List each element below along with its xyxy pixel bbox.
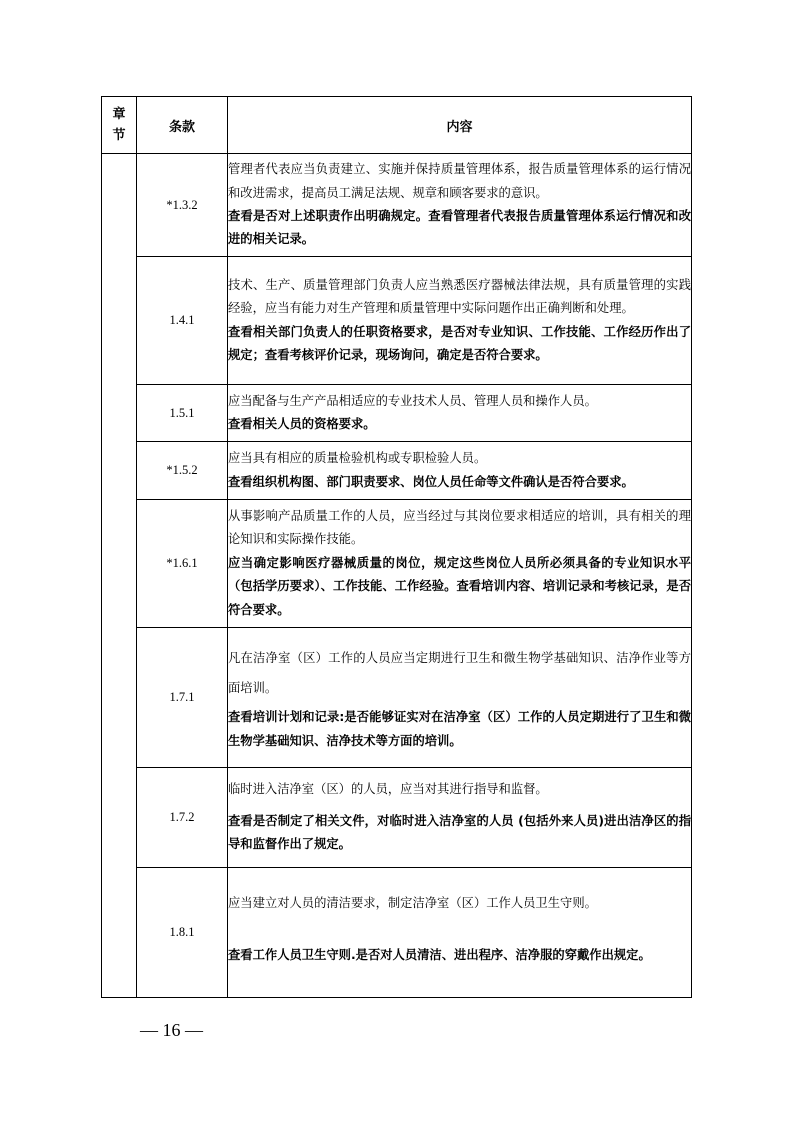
inspection-table bbox=[101, 96, 692, 998]
page-number: — 16 — bbox=[140, 1020, 203, 1040]
header-chapter-bottom: 节 bbox=[112, 128, 126, 143]
requirement-text: 应当配备与生产产品相适应的专业技术人员、管理人员和操作人员。 bbox=[228, 393, 597, 408]
check-text: 查看工作人员卫生守则.是否对人员清洁、进出程序、洁净服的穿戴作出规定。 bbox=[228, 948, 651, 963]
clause-cell: 1.4.1 bbox=[137, 257, 228, 385]
requirement-text: 临时进入洁净室（区）的人员，应当对其进行指导和监督。 bbox=[228, 782, 548, 797]
content-cell bbox=[228, 500, 692, 628]
content-cell bbox=[228, 442, 692, 500]
clause-cell: 1.8.1 bbox=[137, 868, 228, 998]
header-row bbox=[102, 97, 692, 154]
clause-cell: *1.3.2 bbox=[137, 154, 228, 257]
table-row bbox=[102, 442, 692, 500]
clause-cell: 1.5.1 bbox=[137, 385, 228, 442]
content-cell bbox=[228, 868, 692, 998]
clause-cell: *1.5.2 bbox=[137, 442, 228, 500]
header-content: 内容 bbox=[228, 97, 692, 154]
content-cell bbox=[228, 628, 692, 768]
check-text: 查看培训计划和记录:是否能够证实对在洁净室（区）工作的人员定期进行了卫生和微生物学基础知识、洁净技术等方面的培训。 bbox=[228, 709, 691, 748]
check-text: 应当确定影响医疗器械质量的岗位，规定这些岗位人员所必须具备的专业知识水平（包括学历要求）、工作技能、工作经验。查看培训内容、培训记录和考核记录，是否符合要求。 bbox=[228, 555, 691, 617]
clause-cell: *1.6.1 bbox=[137, 500, 228, 628]
table-row bbox=[102, 868, 692, 998]
requirement-text: 凡在洁净室（区）工作的人员应当定期进行卫生和微生物学基础知识、洁净作业等方面培训。 bbox=[228, 650, 691, 695]
header-clause: 条款 bbox=[137, 97, 228, 154]
check-text: 查看相关人员的资格要求。 bbox=[228, 417, 376, 431]
check-text: 查看相关部门负责人的任职资格要求，是否对专业知识、工作技能、工作经历作出了规定；查看考核评价记录，现场询问，确定是否符合要求。 bbox=[228, 324, 691, 362]
table-row bbox=[102, 154, 692, 257]
content-cell bbox=[228, 257, 692, 385]
table-row bbox=[102, 500, 692, 628]
requirement-text: 管理者代表应当负责建立、实施并保持质量管理体系，报告质量管理体系的运行情况和改进需求，提高员工满足法规、规章和顾客要求的意识。 bbox=[228, 162, 691, 200]
requirement-text: 技术、生产、质量管理部门负责人应当熟悉医疗器械法律法规，具有质量管理的实践经验，应当有能力对生产管理和质量管理中实际问题作出正确判断和处理。 bbox=[228, 277, 691, 316]
chapter-cell bbox=[102, 154, 137, 998]
content-cell bbox=[228, 768, 692, 868]
header-chapter bbox=[102, 97, 137, 154]
content-cell bbox=[228, 385, 692, 442]
requirement-text: 应当具有相应的质量检验机构或专职检验人员。 bbox=[228, 451, 487, 466]
content-cell bbox=[228, 154, 692, 257]
check-text: 查看是否对上述职责作出明确规定。查看管理者代表报告质量管理体系运行情况和改进的相关记录。 bbox=[228, 209, 691, 247]
header-chapter-top: 章 bbox=[112, 107, 126, 122]
check-text: 查看组织机构图、部门职责要求、岗位人员任命等文件确认是否符合要求。 bbox=[228, 474, 634, 489]
table-row bbox=[102, 385, 692, 442]
clause-cell: 1.7.1 bbox=[137, 628, 228, 768]
check-text: 查看是否制定了相关文件，对临时进入洁净室的人员 (包括外来人员)进出洁净区的指导和监督作出了规定。 bbox=[228, 813, 691, 852]
clause-cell: 1.7.2 bbox=[137, 768, 228, 868]
table-row bbox=[102, 257, 692, 385]
requirement-text: 从事影响产品质量工作的人员，应当经过与其岗位要求相适应的培训，具有相关的理论知识和实际操作技能。 bbox=[228, 508, 691, 547]
table-row bbox=[102, 628, 692, 768]
table-row bbox=[102, 768, 692, 868]
requirement-text: 应当建立对人员的清洁要求，制定洁净室（区）工作人员卫生守则。 bbox=[228, 895, 597, 910]
